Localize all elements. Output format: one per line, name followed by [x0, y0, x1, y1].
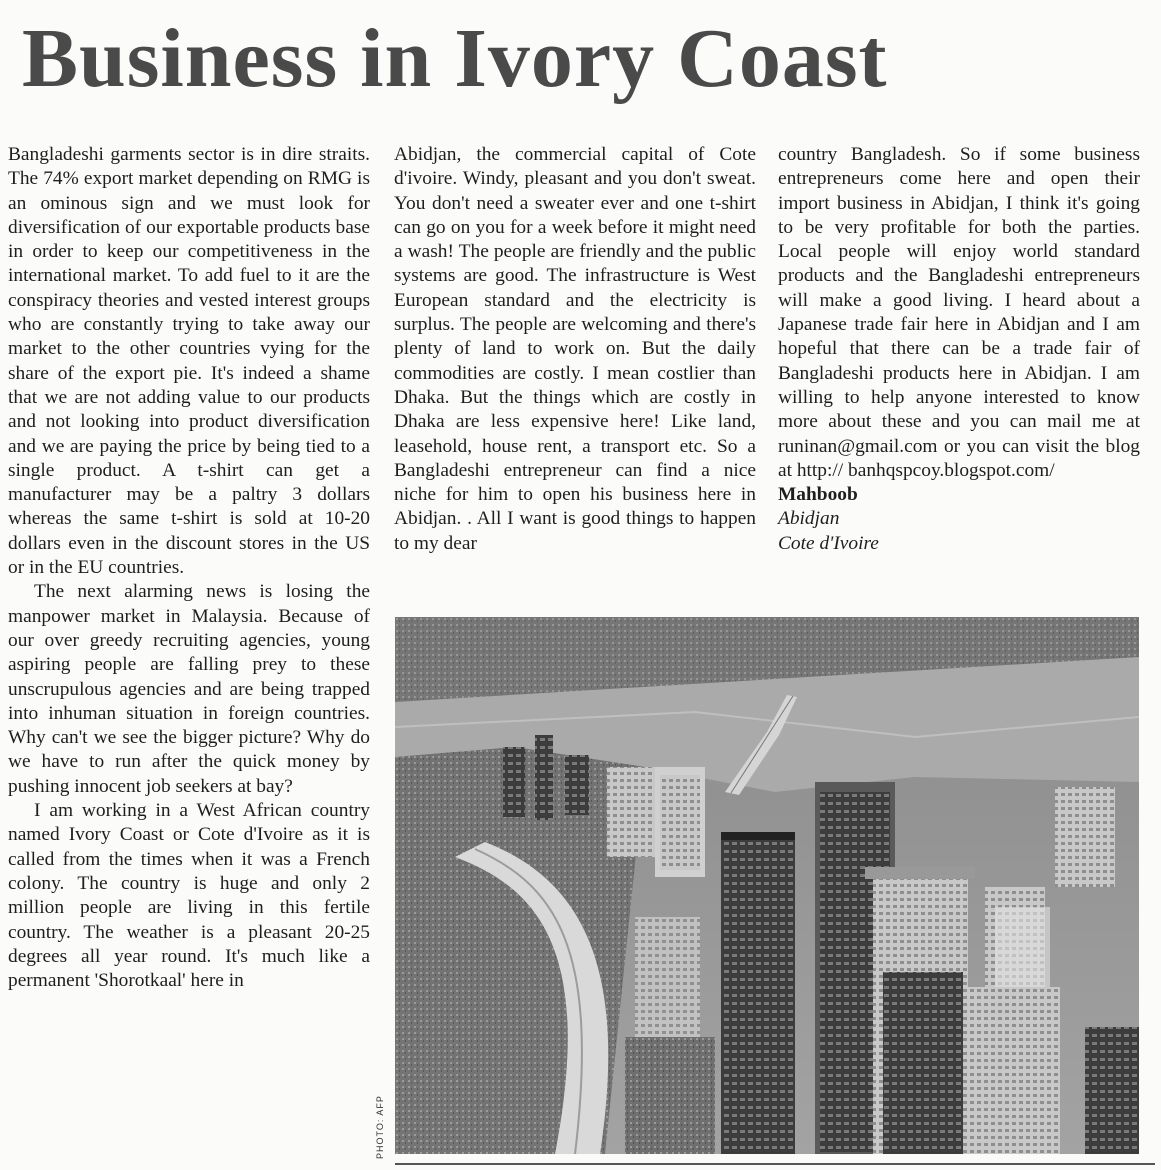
paragraph: country Bangladesh. So if some business entrepreneurs come here and open their import business in Abidjan, I think it's going to be very profitable for both the parties. Local people will enjoy world standard products and the Bangladeshi entrepreneurs will make a good living. I heard about a Japanese trade fair here in Abidjan and I am hopeful that there can be a trade fair of Bangladeshi products here in Abidjan. I am willing to help anyone interested to know more about these and you can mail me at runinan@gmail.com or you can visit the blog at http:// banhqspcoy.blogspot.com/	[778, 144, 1140, 481]
bottom-rule	[395, 1163, 1155, 1165]
article-column-1	[8, 143, 370, 993]
paragraph: The next alarming news is losing the manpower market in Malaysia. Because of our over greedy recruiting agencies, young aspiring people are falling prey to these unscrupulous agencies and are being trapped into inhuman situation in foreign countries. Why can't we see the bigger picture? Why do we have to run after the quick money by pushing innocent job seekers at bay?	[8, 581, 370, 797]
signature-block	[778, 483, 1140, 556]
paragraph: Bangladeshi garments sector is in dire straits. The 74% export market depending on RMG is an ominous sign and we must look for diversification of our exportable products base in order to keep our competitiveness in the international market. To add fuel to it are the conspiracy theories and vested interest groups who are constantly trying to take away our market to the other countries vying for the share of the export pie. It's indeed a shame that we are not adding value to our products and not looking into product diversification and we are paying the price by being tied to a single product. A t-shirt can get a manufacturer may be a paltry 3 dollars whereas the same t-shirt is sold at 10-20 dollars even in the discount stores in the US or in the EU countries.	[8, 144, 370, 579]
author-name: Mahboob	[778, 484, 858, 506]
city-skyline-illustration	[395, 617, 1139, 1154]
article-column-2	[394, 143, 756, 556]
author-country: Cote d'Ivoire	[778, 532, 879, 554]
photo-credit	[370, 1084, 392, 1164]
article-column-3	[778, 143, 1140, 556]
paragraph: Abidjan, the commercial capital of Cote d'ivoire. Windy, pleasant and you don't sweat. You don't need a sweater ever and one t-shirt can go on you for a week before it might need a wash! The people are friendly and the public systems are good. The infrastructure is West European standard and the electricity is surplus. The people are welcoming and there's plenty of land to work on. But the daily commodities are costly. I mean costlier than Dhaka. But the things which are costly in Dhaka are less expensive here! Like land, leasehold, house rent, a transport etc. So a Bangladeshi entrepreneur can find a nice niche for him to open his business here in Abidjan. . All I want is good things to happen to my dear	[394, 144, 756, 554]
author-city: Abidjan	[778, 508, 840, 530]
abidjan-aerial-photo	[395, 617, 1139, 1154]
paragraph: I am working in a West African country named Ivory Coast or Cote d'Ivoire as it is called from the times when it was a French colony. The country is huge and only 2 million people are living in this fertile country. The weather is a pleasant 20-25 degrees all year round. It's much like a permanent 'Shorotkaal' here in	[8, 800, 370, 992]
photo-credit-text: PHOTO: AFP	[375, 1095, 385, 1159]
headline: Business in Ivory Coast	[22, 12, 888, 105]
